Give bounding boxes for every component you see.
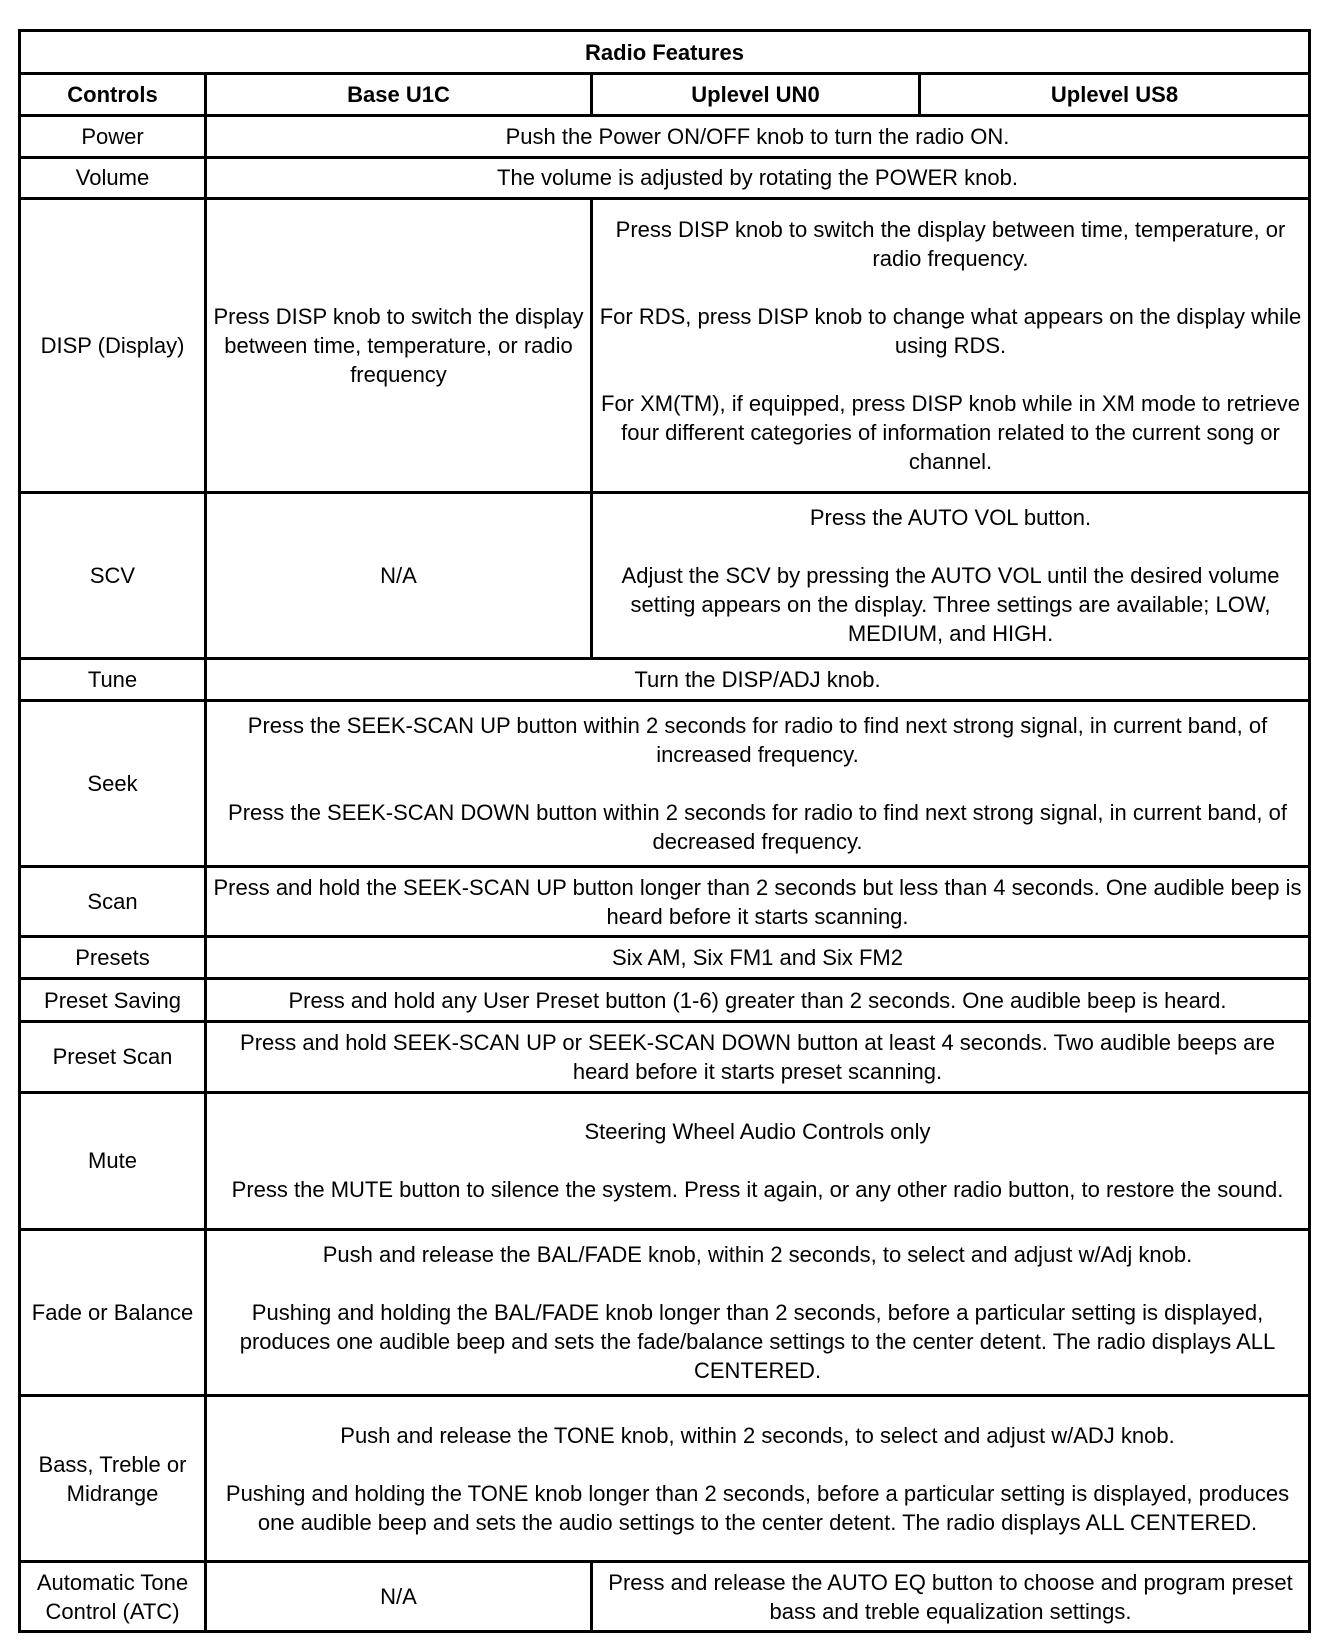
table-row	[20, 157, 1310, 198]
scv-uplevel-para: Adjust the SCV by pressing the AUTO VOL until the desired volume setting appears on the display. Three settings are available; LOW, MEDIUM, and HIGH.	[621, 563, 1280, 647]
fade-para: Push and release the BAL/FADE knob, within 2 seconds, to select and adjust w/Adj knob.	[322, 1242, 1193, 1268]
table-row	[20, 1230, 1310, 1396]
scv-uplevel-description	[592, 493, 1310, 659]
table-row	[20, 115, 1310, 157]
fade-para: Pushing and holding the BAL/FADE knob longer than 2 seconds, before a particular setting is displayed, produces one audible beep and sets the fade/balance settings to the center detent. The radio displays ALL CENTERED.	[239, 1300, 1276, 1384]
table-row	[20, 659, 1310, 701]
presets-description: Six AM, Six FM1 and Six FM2	[206, 937, 1310, 979]
control-mute: Mute	[20, 1092, 206, 1229]
header-controls: Controls	[20, 74, 206, 115]
preset-scan-description: Press and hold SEEK-SCAN UP or SEEK-SCAN DOWN button at least 4 seconds. Two audible beeps are heard before it starts preset scanning.	[206, 1021, 1310, 1092]
control-seek: Seek	[20, 701, 206, 867]
table-row	[20, 1396, 1310, 1562]
power-description: Push the Power ON/OFF knob to turn the radio ON.	[206, 115, 1310, 157]
control-presets: Presets	[20, 937, 206, 979]
bass-description	[206, 1396, 1310, 1562]
atc-uplevel-description: Press and release the AUTO EQ button to choose and program preset bass and treble equalization settings.	[592, 1562, 1310, 1632]
table-row	[20, 979, 1310, 1021]
table-row	[20, 937, 1310, 979]
table-row	[20, 493, 1310, 659]
control-fade-balance: Fade or Balance	[20, 1230, 206, 1396]
control-disp: DISP (Display)	[20, 199, 206, 493]
control-scan: Scan	[20, 867, 206, 937]
table-row	[20, 867, 1310, 937]
control-preset-scan: Preset Scan	[20, 1021, 206, 1092]
control-tune: Tune	[20, 659, 206, 701]
table-row	[20, 199, 1310, 493]
control-volume: Volume	[20, 157, 206, 198]
title-row	[20, 31, 1310, 74]
disp-base-description: Press DISP knob to switch the display between time, temperature, or radio frequency	[206, 199, 592, 493]
bass-para: Pushing and holding the TONE knob longer than 2 seconds, before a particular setting is displayed, produces one audible beep and sets the audio settings to the center detent. The radio displays ALL CENTERED.	[225, 1480, 1290, 1535]
seek-description	[206, 701, 1310, 867]
preset-saving-description: Press and hold any User Preset button (1-6) greater than 2 seconds. One audible beep is heard.	[206, 979, 1310, 1021]
volume-description: The volume is adjusted by rotating the POWER knob.	[206, 157, 1310, 198]
header-row	[20, 74, 1310, 115]
table-row	[20, 1562, 1310, 1632]
atc-base-description: N/A	[206, 1562, 592, 1632]
tune-description: Turn the DISP/ADJ knob.	[206, 659, 1310, 701]
scv-uplevel-para: Press the AUTO VOL button.	[809, 505, 1092, 531]
seek-para: Press the SEEK-SCAN UP button within 2 seconds for radio to find next strong signal, in current band, of increased frequency.	[247, 713, 1268, 768]
control-atc: Automatic Tone Control (ATC)	[20, 1562, 206, 1632]
disp-uplevel-para: For RDS, press DISP knob to change what appears on the display while using RDS.	[599, 304, 1302, 359]
control-power: Power	[20, 115, 206, 157]
radio-features-table	[18, 29, 1311, 1633]
disp-uplevel-description	[592, 199, 1310, 493]
control-scv: SCV	[20, 493, 206, 659]
control-bass-treble: Bass, Treble or Midrange	[20, 1396, 206, 1562]
disp-uplevel-para: Press DISP knob to switch the display between time, temperature, or radio frequency.	[615, 217, 1286, 272]
seek-para: Press the SEEK-SCAN DOWN button within 2 seconds for radio to find next strong signal, in current band, of decreased frequency.	[228, 800, 1287, 855]
scv-base-description: N/A	[206, 493, 592, 659]
header-uplevel-un0: Uplevel UN0	[592, 74, 920, 115]
mute-para: Steering Wheel Audio Controls only	[584, 1119, 931, 1145]
header-uplevel-us8: Uplevel US8	[920, 74, 1310, 115]
mute-para: Press the MUTE button to silence the system. Press it again, or any other radio button, to restore the sound.	[231, 1177, 1284, 1203]
header-base-u1c: Base U1C	[206, 74, 592, 115]
disp-uplevel-para: For XM(TM), if equipped, press DISP knob while in XM mode to retrieve four different categories of information related to the current song or channel.	[601, 391, 1300, 475]
table-title: Radio Features	[20, 31, 1310, 74]
table-row	[20, 1021, 1310, 1092]
scan-description: Press and hold the SEEK-SCAN UP button longer than 2 seconds but less than 4 seconds. One audible beep is heard before it starts scanning.	[206, 867, 1310, 937]
bass-para: Push and release the TONE knob, within 2 seconds, to select and adjust w/ADJ knob.	[340, 1422, 1175, 1448]
table-row	[20, 1092, 1310, 1229]
fade-description	[206, 1230, 1310, 1396]
mute-description	[206, 1092, 1310, 1229]
table-row	[20, 701, 1310, 867]
control-preset-saving: Preset Saving	[20, 979, 206, 1021]
